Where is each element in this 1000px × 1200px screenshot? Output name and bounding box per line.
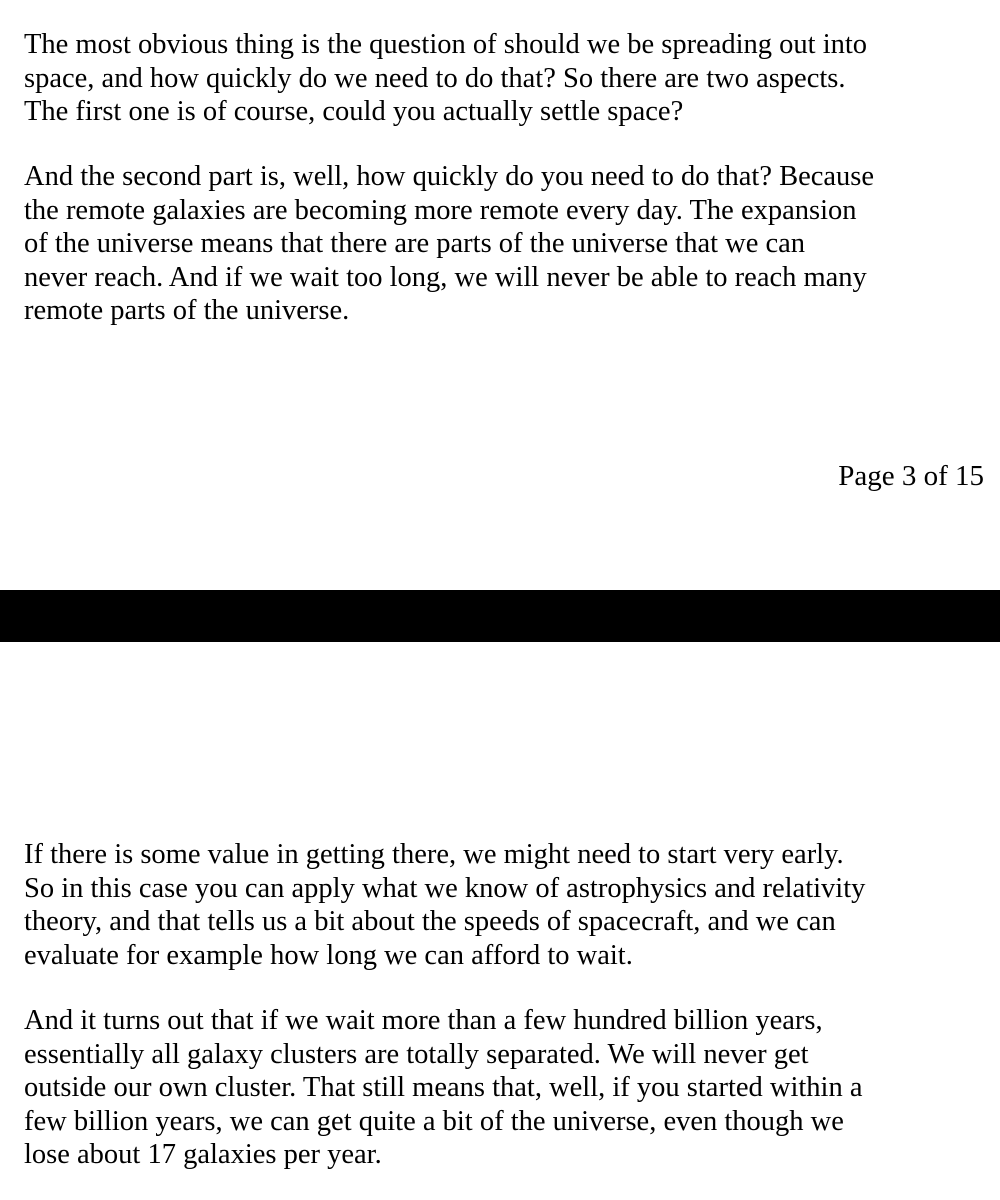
text-line: space, and how quickly do we need to do that? So there are two aspects. <box>24 62 846 94</box>
paragraph-expansion <box>24 160 984 328</box>
text-line: essentially all galaxy clusters are totally separated. We will never get <box>24 1038 809 1070</box>
text-line: And it turns out that if we wait more than a few hundred billion years, <box>24 1005 823 1036</box>
text-line: few billion years, we can get quite a bit of the universe, even though we <box>24 1105 844 1137</box>
text-line: And the second part is, well, how quickly do you need to do that? Because <box>24 161 875 192</box>
text-line: remote parts of the universe. <box>24 295 350 326</box>
text-line: So in this case you can apply what we know of astrophysics and relativity <box>24 872 866 904</box>
text-line: The first one is of course, could you actually settle space? <box>24 96 684 127</box>
text-line: of the universe means that there are parts of the universe that we can <box>24 228 806 259</box>
text-line: The most obvious thing is the question of should we be spreading out into <box>24 29 868 60</box>
text-line: never reach. And if we wait too long, we will never be able to reach many <box>24 261 867 293</box>
document-page-bottom <box>0 642 1000 1200</box>
text-line: If there is some value in getting there, we might need to start very early. <box>24 839 844 870</box>
page-separator-bar <box>0 590 1000 642</box>
text-line: theory, and that tells us a bit about the speeds of spacecraft, and we can <box>24 906 836 937</box>
text-line: the remote galaxies are becoming more remote every day. The expansion <box>24 194 857 226</box>
document-page-top <box>0 0 1000 590</box>
paragraph-start-early <box>24 838 984 972</box>
text-line: lose about 17 galaxies per year. <box>24 1139 382 1170</box>
paragraph-galaxy-clusters <box>24 1004 984 1172</box>
paragraph-space-settlement <box>24 28 984 129</box>
page-number: Page 3 of 15 <box>838 460 984 492</box>
text-line: outside our own cluster. That still means that, well, if you started within a <box>24 1072 863 1103</box>
text-line: evaluate for example how long we can afford to wait. <box>24 939 633 971</box>
